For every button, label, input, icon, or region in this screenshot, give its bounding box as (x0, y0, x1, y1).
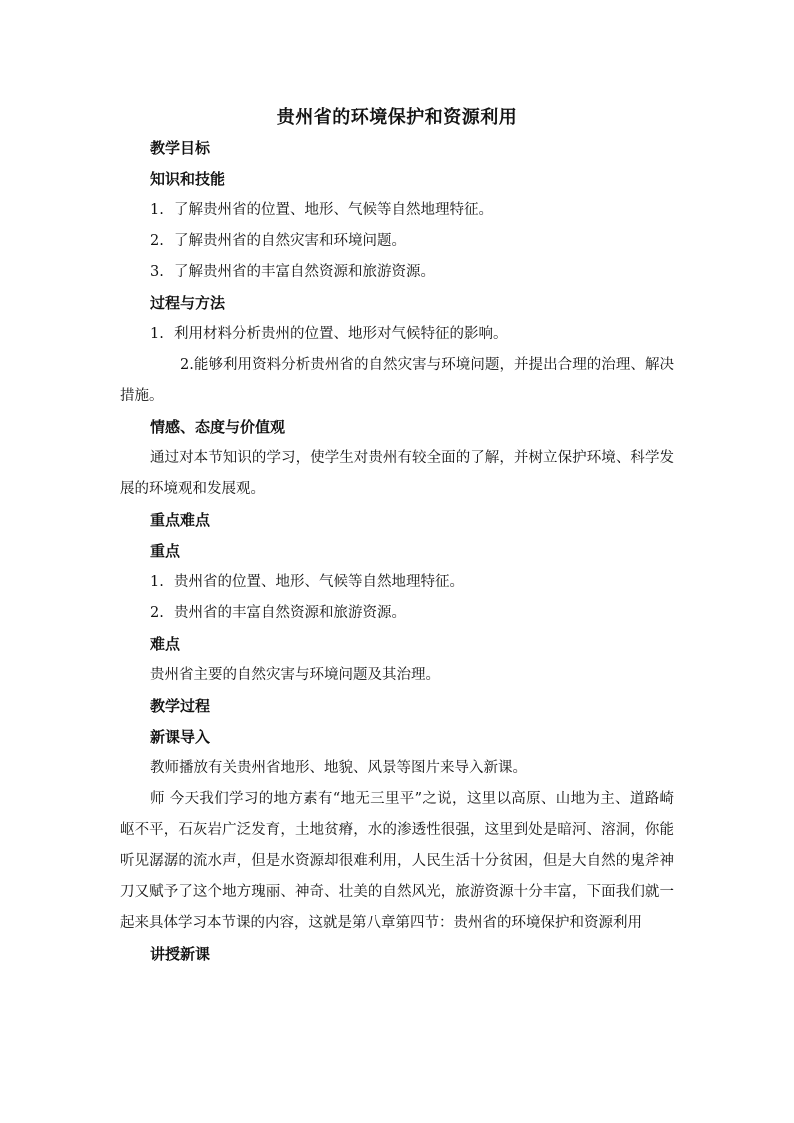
heading-knowledge-skills: 知识和技能 (150, 170, 226, 188)
pm-item-1-num: 1. (150, 326, 164, 342)
pm-item-1-text: 利用材料分析贵州的位置、地形对气候特征的影响。 (174, 326, 508, 342)
kp-item-2 (120, 598, 674, 629)
ks-item-2-text: 了解贵州省的自然灾害和环境问题。 (174, 233, 406, 249)
ks-item-1-num: 1. (150, 202, 164, 218)
document-content (120, 103, 674, 970)
ks-item-3-num: 3. (150, 264, 164, 280)
intro-paragraph: 教师播放有关贵州省地形、地貌、风景等图片来导入新课。 (150, 760, 527, 776)
pm-item-2 (120, 350, 674, 412)
heading-difficult-points: 难点 (150, 635, 181, 653)
ks-item-1 (120, 195, 674, 226)
kp-item-1-num: 1. (150, 574, 164, 590)
ev-paragraph: 通过对本节知识的学习，使学生对贵州有较全面的了解，并树立保护环境、科学发展的环境观和发展观。 (120, 450, 674, 497)
kp-item-1 (120, 567, 674, 598)
dp-paragraph: 贵州省主要的自然灾害与环境问题及其治理。 (150, 667, 440, 683)
pm-item-2-num: 2. (180, 357, 194, 373)
heading-new-lesson: 讲授新课 (150, 945, 211, 963)
ks-item-2 (120, 226, 674, 257)
ks-item-2-num: 2. (150, 233, 164, 249)
heading-key-points: 重点 (150, 542, 181, 560)
ks-item-1-text: 了解贵州省的位置、地形、气候等自然地理特征。 (174, 202, 493, 218)
ks-item-3-text: 了解贵州省的丰富自然资源和旅游资源。 (174, 264, 435, 280)
heading-teaching-process: 教学过程 (150, 697, 211, 715)
pm-item-2-text: 能够利用资料分析贵州省的自然灾害与环境问题，并提出合理的治理、解决措施。 (120, 357, 674, 404)
kp-item-1-text: 贵州省的位置、地形、气候等自然地理特征。 (174, 574, 464, 590)
heading-teaching-goals: 教学目标 (150, 139, 211, 157)
heading-emotion-values: 情感、态度与价值观 (150, 418, 286, 436)
ks-item-3 (120, 257, 674, 288)
teacher-paragraph: 师 今天我们学习的地方素有“地无三里平”之说，这里以高原、山地为主、道路崎岖不平，石灰岩广泛发育，土地贫瘠，水的渗透性很强，这里到处是暗河、溶洞，你能听见潺潺的流水声，但是水资源却很难利用，人民生活十分贫困，但是大自然的鬼斧神刀又赋予了这个地方瑰丽、神奇、壮美的自然风光，旅游资源十分丰富，下面我们就一起来具体学习本节课的内容，这就是第八章第四节：贵州省的环境保护和资源利用 (120, 791, 674, 931)
heading-intro: 新课导入 (150, 728, 211, 746)
heading-key-difficult: 重点难点 (150, 511, 211, 529)
document-title: 贵州省的环境保护和资源利用 (276, 107, 518, 128)
kp-item-2-num: 2. (150, 605, 164, 621)
pm-item-1 (120, 319, 674, 350)
heading-process-methods: 过程与方法 (150, 294, 226, 312)
kp-item-2-text: 贵州省的丰富自然资源和旅游资源。 (174, 605, 406, 621)
